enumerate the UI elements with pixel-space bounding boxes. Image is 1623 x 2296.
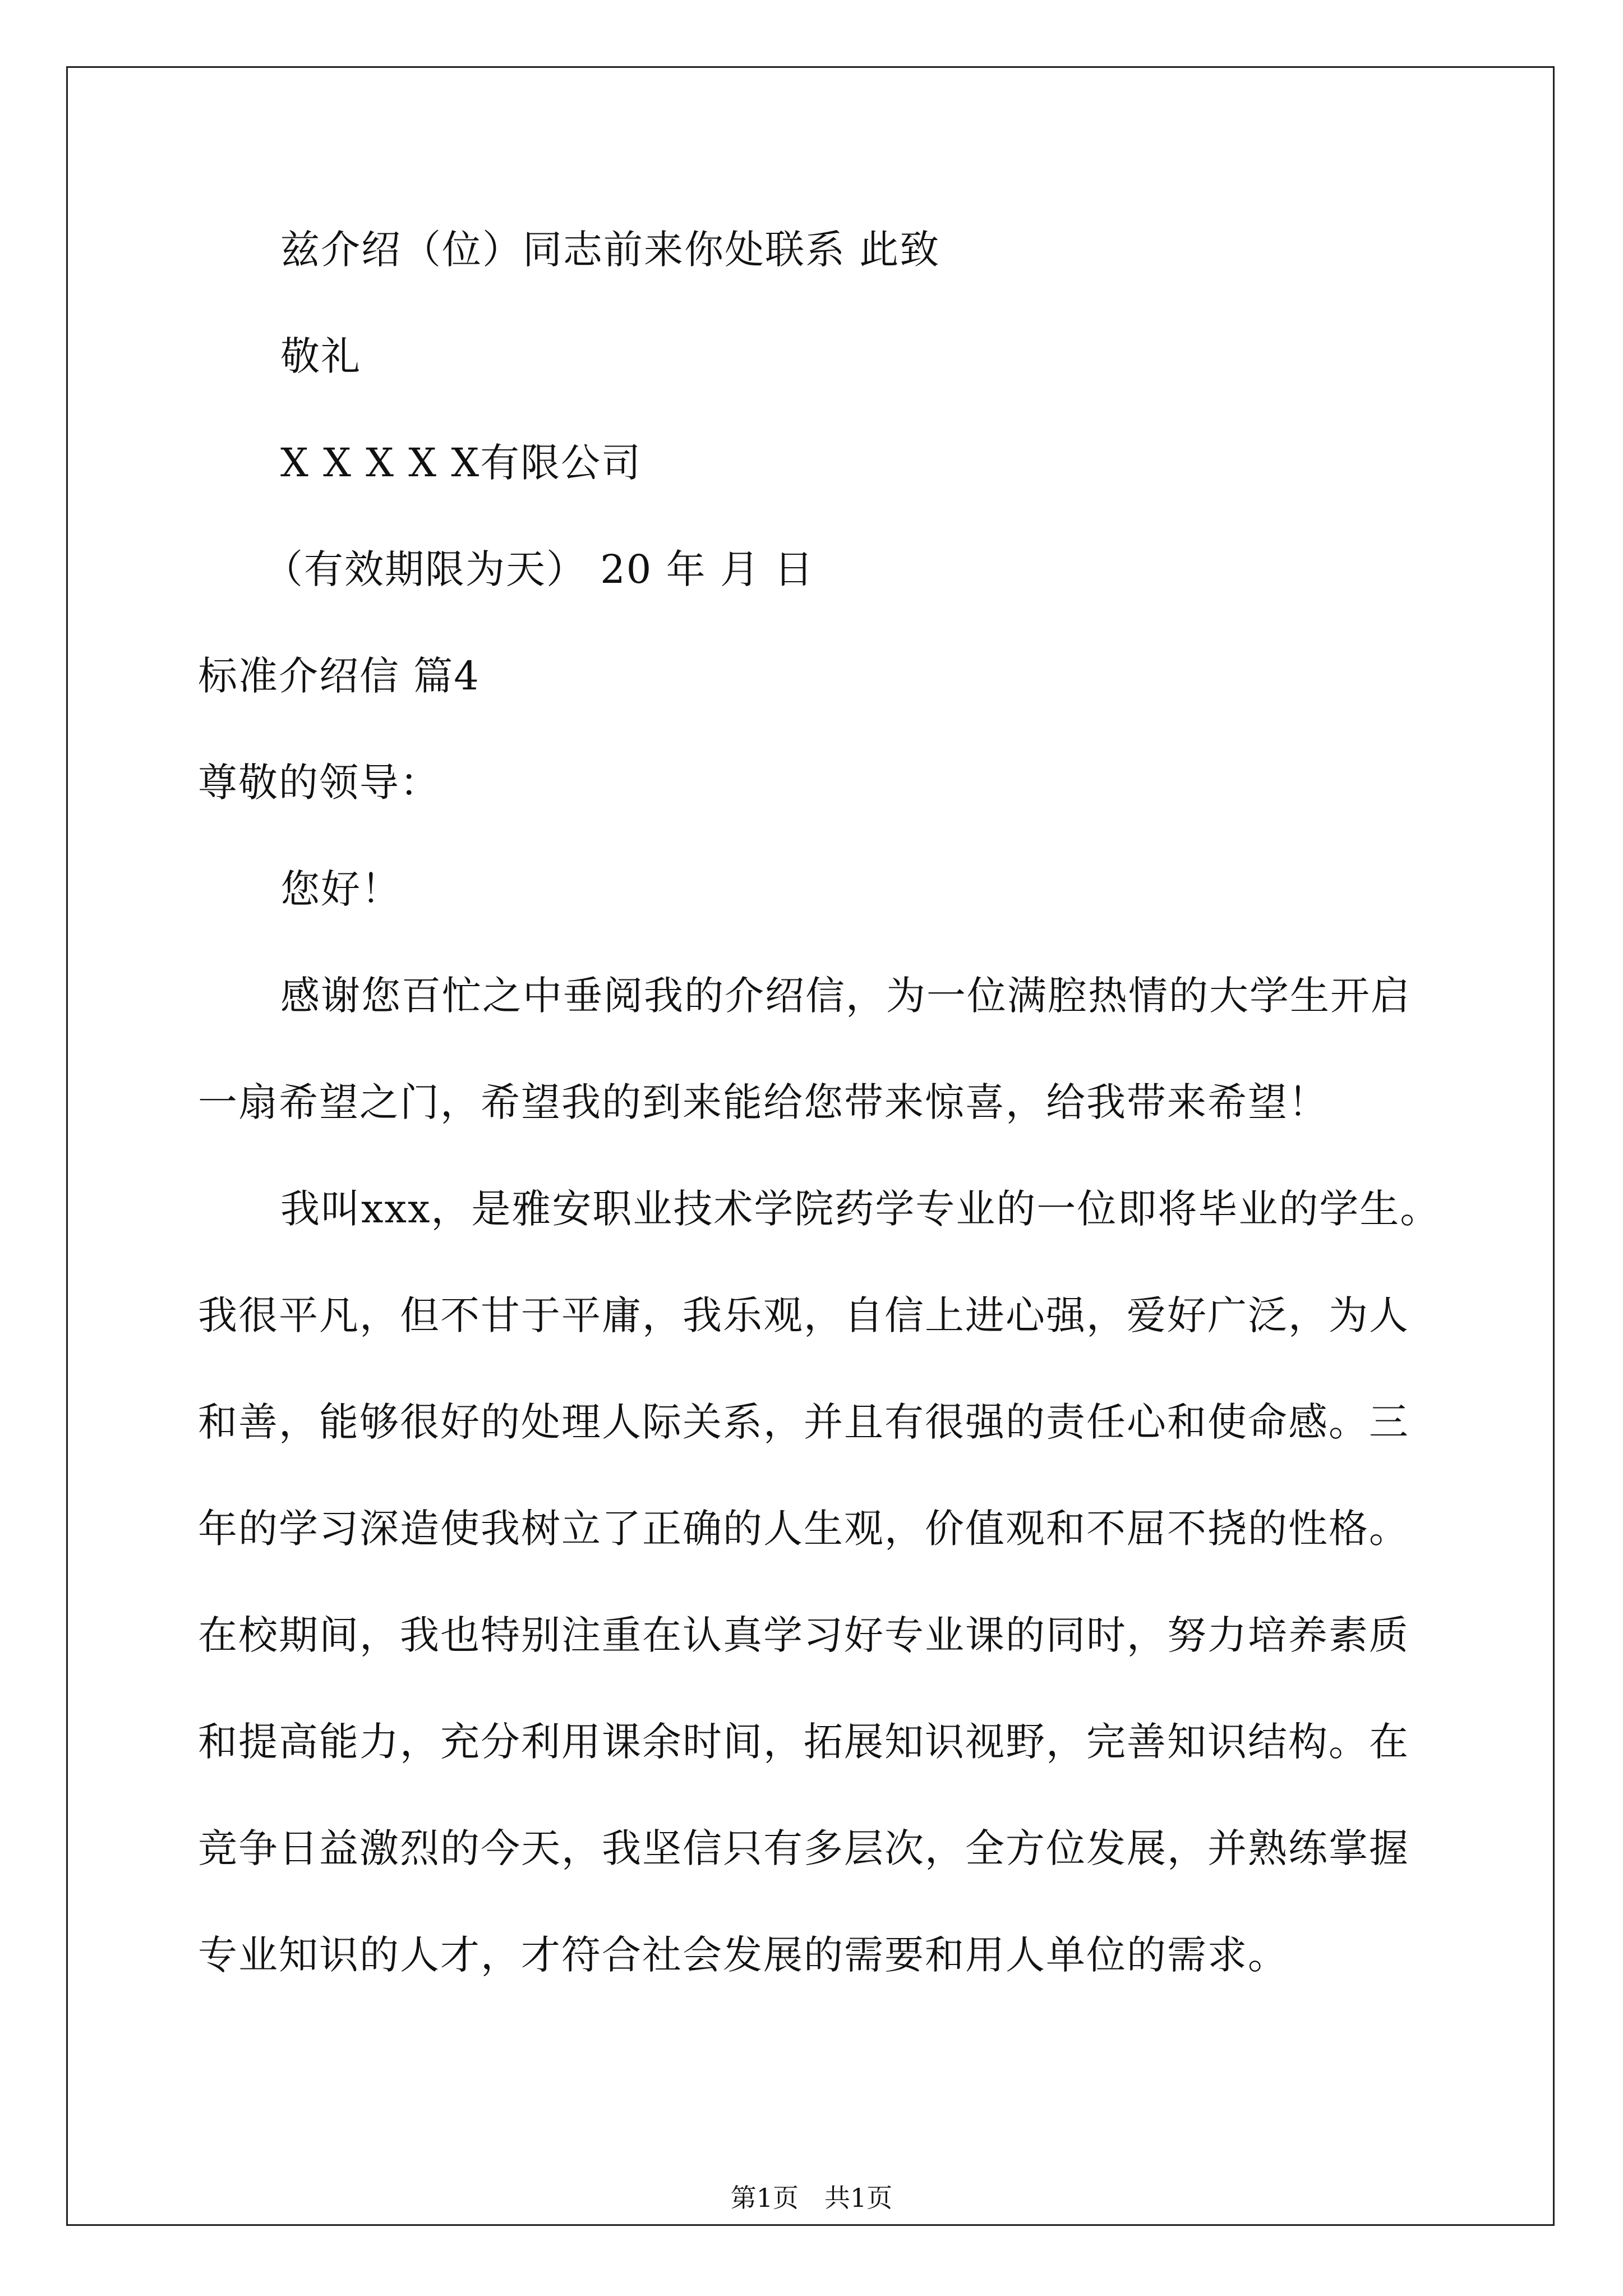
paragraph-line: 年的学习深造使我树立了正确的人生观，价值观和不屈不挠的性格。	[198, 1506, 1409, 1552]
paragraph-line: 专业知识的人才，才符合社会发展的需要和用人单位的需求。	[198, 1932, 1288, 1978]
paragraph-line: 一扇希望之门，希望我的到来能给您带来惊喜，给我带来希望！	[198, 1079, 1329, 1125]
letter-greeting: 尊敬的领导：	[198, 760, 440, 806]
page-border	[66, 66, 1555, 2226]
paragraph-line: 我很平凡，但不甘于平庸，我乐观，自信上进心强，爱好广泛，为人	[198, 1292, 1409, 1338]
paragraph-line: 竞争日益激烈的今天，我坚信只有多层次，全方位发展，并熟练掌握	[198, 1825, 1409, 1871]
paragraph-line: 我叫xxx，是雅安职业技术学院药学专业的一位即将毕业的学生。	[280, 1186, 1441, 1232]
page-footer: 第1页 共1页	[730, 2183, 893, 2213]
paragraph-line: 在校期间，我也特别注重在认真学习好专业课的同时，努力培养素质	[198, 1612, 1409, 1658]
paragraph-line: 和善，能够很好的处理人际关系，并且有很强的责任心和使命感。三	[198, 1399, 1409, 1445]
hello-line: 您好！	[280, 866, 402, 912]
paragraph-line: 和提高能力，充分利用课余时间，拓展知识视野，完善知识结构。在	[198, 1719, 1409, 1765]
salutation-closing: 敬礼	[280, 333, 361, 379]
company-name: X X X X X有限公司	[280, 440, 642, 486]
section-heading: 标准介绍信 篇4	[198, 653, 480, 699]
paragraph-line: 感谢您百忙之中垂阅我的介绍信，为一位满腔热情的大学生开启	[280, 973, 1411, 1019]
intro-line: 兹介绍（位）同志前来你处联系 此致	[280, 227, 940, 273]
validity-date-line: （有效期限为天） 20 年 月 日	[264, 546, 815, 592]
